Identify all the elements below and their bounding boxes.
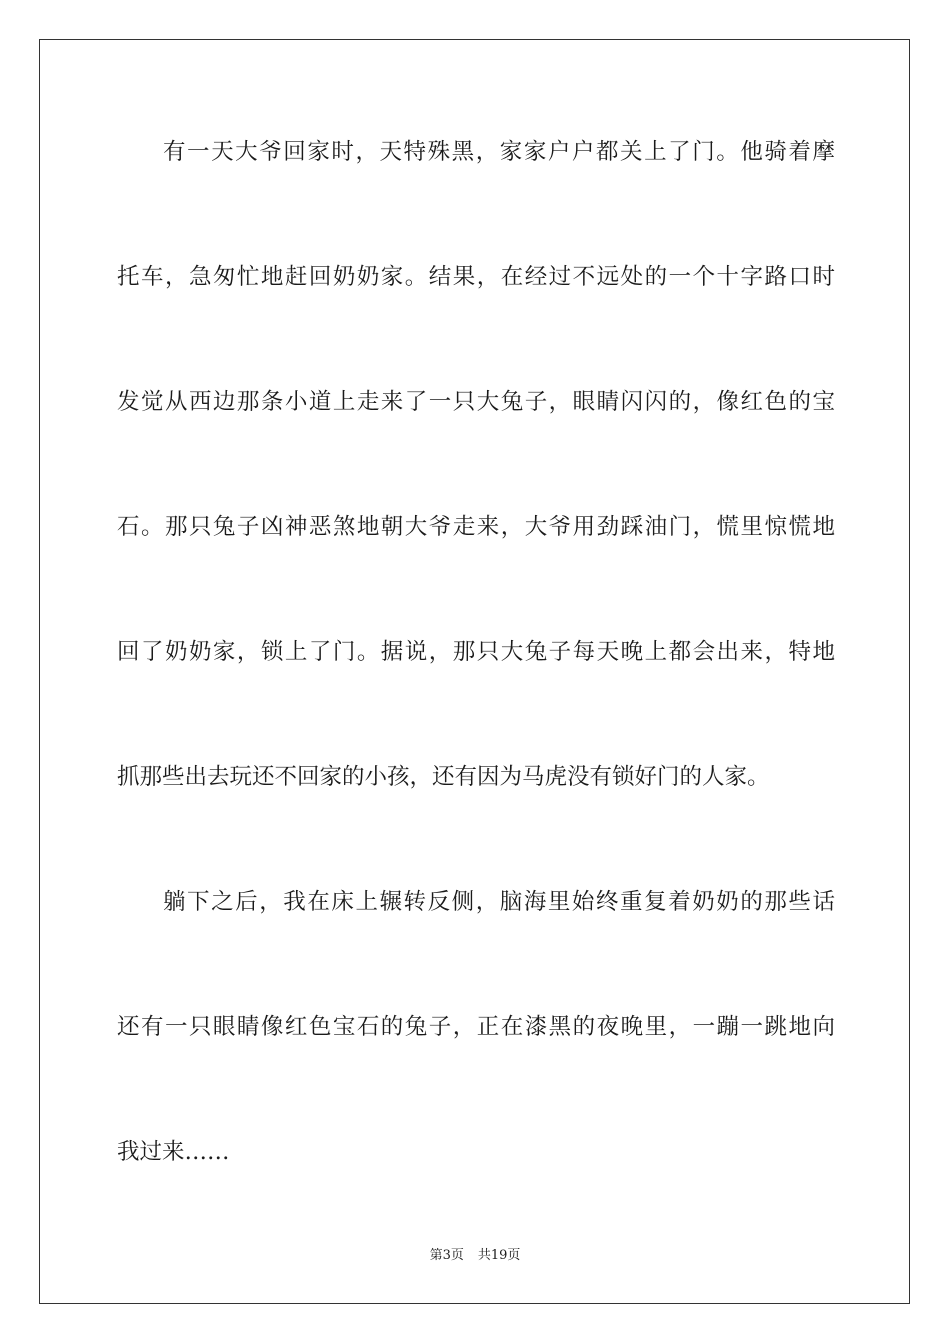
page-footer: [0, 1247, 950, 1265]
paragraph-line: 石。那只兔子凶神恶煞地朝大爷走来，大爷用劲踩油门，慌里惊慌地: [117, 514, 835, 540]
paragraph-line: 发觉从西边那条小道上走来了一只大兔子，眼睛闪闪的，像红色的宝: [117, 389, 835, 415]
paragraph-line: 抓那些出去玩还不回家的小孩，还有因为马虎没有锁好门的人家。: [117, 764, 770, 790]
page-number: 第3页: [429, 1248, 464, 1263]
paragraph-line: 有一天大爷回家时，天特殊黑，家家户户都关上了门。他骑着摩: [163, 139, 835, 165]
paragraph-line: 躺下之后，我在床上辗转反侧，脑海里始终重复着奶奶的那些话: [163, 889, 835, 915]
paragraph-line: 托车，急匆忙地赶回奶奶家。结果，在经过不远处的一个十字路口时: [117, 264, 835, 290]
paragraph-line: 还有一只眼睛像红色宝石的兔子，正在漆黑的夜晚里，一蹦一跳地向: [117, 1014, 835, 1040]
page-total: 共19页: [477, 1248, 521, 1263]
paragraph-line: 我过来……: [117, 1139, 230, 1165]
paragraph-line: 回了奶奶家，锁上了门。据说，那只大兔子每天晚上都会出来，特地: [117, 639, 835, 665]
